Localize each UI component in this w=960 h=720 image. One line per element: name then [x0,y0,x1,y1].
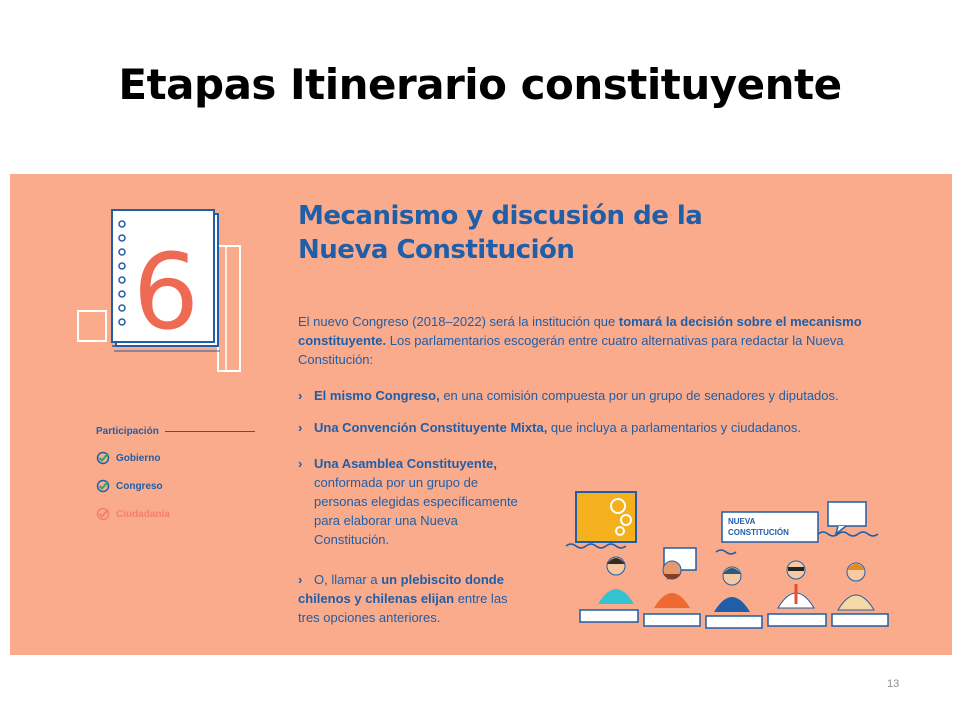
sign-line-1: NUEVA [728,517,756,526]
infographic-panel [10,174,952,655]
option-text: conformada por un grupo de personas elegidas específicamente para elaborar una Nueva Constitución. [314,475,518,547]
option-text: que incluya a parlamentarios y ciudadanos. [547,420,801,435]
option-text: entre las tres opciones anteriores. [298,591,508,625]
option-bold: un plebiscito donde chilenos y chilenas elijan [298,572,504,606]
check-circle-icon [96,451,110,465]
chevron-right-icon: › [298,420,303,435]
option-bold: Una Asamblea Constituyente, [314,456,498,471]
intro-text: El nuevo Congreso (2018–2022) será la institución que [298,314,619,329]
intro-bold-text: tomará la decisión sobre el mecanismo constituyente. [298,314,862,348]
legend-label: Congreso [116,480,163,492]
stage-number: 6 [132,231,200,353]
option-bold: Una Convención Constituyente Mixta, [314,420,548,435]
option-text-pre: O, llamar a [314,572,382,587]
legend-item-ciudadania [96,507,255,521]
legend-title [96,426,255,437]
legend-label: Gobierno [116,452,161,464]
legend-divider [165,431,255,432]
legend-title-text: Participación [96,426,159,437]
chevron-right-icon: › [298,456,303,471]
people-discussion-illustration [556,484,906,639]
option-item [298,454,533,549]
legend-item-congreso [96,479,255,493]
headline-line-1: Mecanismo y discusión de la [298,201,703,231]
sign-line-2: CONSTITUCIÓN [728,528,789,537]
option-item [298,386,839,405]
option-bold: El mismo Congreso, [314,388,440,403]
slide-title: Etapas Itinerario constituyente [118,60,842,109]
chevron-right-icon: › [298,388,303,403]
legend-label: Ciudadanía [116,508,170,520]
legend-item-gobierno [96,451,255,465]
participation-legend [96,426,255,521]
chevron-right-icon: › [298,572,303,587]
headline-line-2: Nueva Constitución [298,235,575,265]
panel-headline [298,199,702,267]
intro-text-end: Los parlamentarios escogerán entre cuatro alternativas para redactar la Nueva Constitución: [298,333,844,367]
option-item [298,570,528,627]
option-text: en una comisión compuesta por un grupo de senadores y diputados. [439,388,839,403]
page-number: 13 [887,678,900,690]
check-circle-icon [96,479,110,493]
stage-notebook-icon [76,206,256,381]
intro-paragraph [298,312,918,369]
check-circle-icon [96,507,110,521]
option-item [298,418,801,437]
